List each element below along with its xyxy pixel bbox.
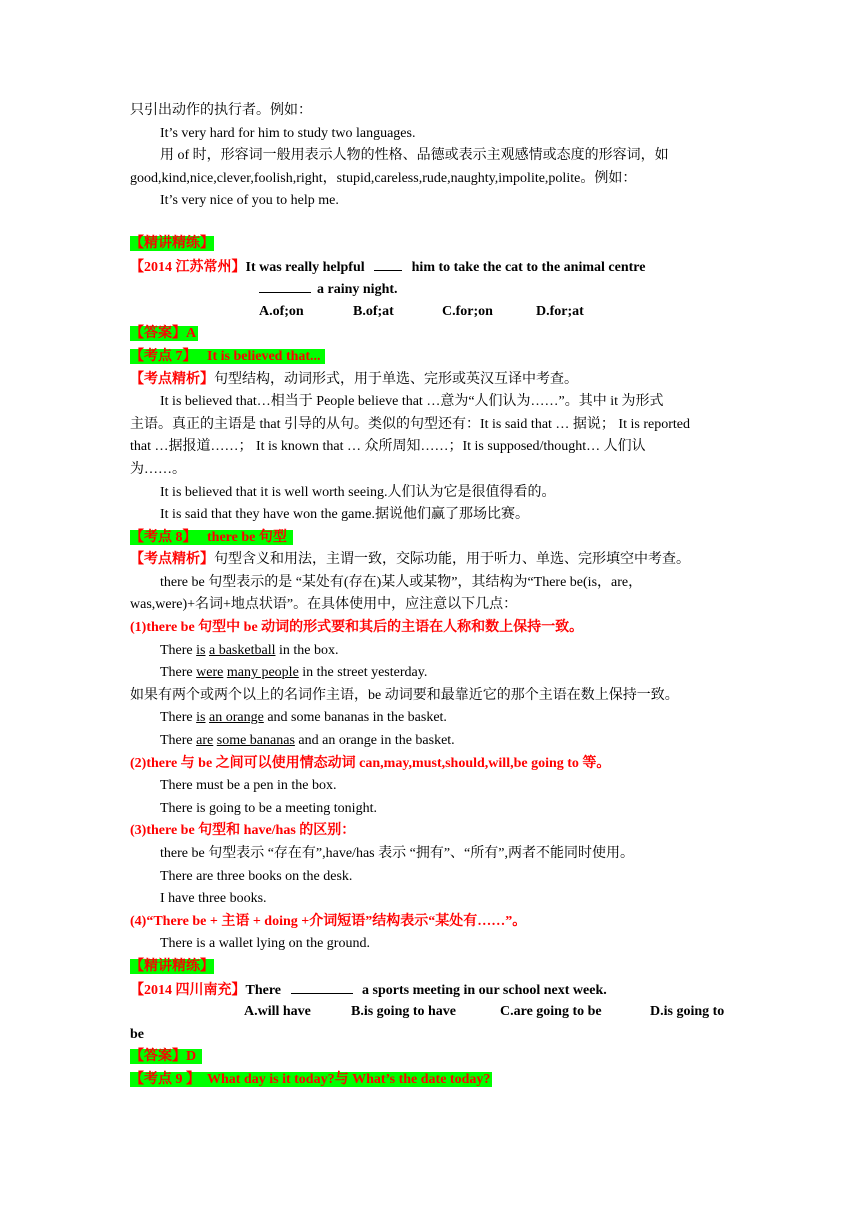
- keypoint-7-p1: It is believed that…相当于 People believe that …意为“人们认为……”。其中 it 为形式: [160, 394, 664, 410]
- keypoint-7-p2: 主语。真正的主语是 that 引导的从句。类似的句型还有：It is said that … 据说； It is reported: [130, 416, 690, 432]
- answer-label: 【答案】A: [130, 326, 197, 342]
- keypoint-8-p1: there be 句型表示的是 “某处有(存在)某人或某物”，其结构为“There be(is，are，: [160, 574, 643, 590]
- exercise-2-options: [130, 1001, 730, 1024]
- analysis-label: 【考点精析】: [130, 371, 214, 387]
- answer-blank-2: [259, 278, 311, 293]
- option-a: A.of;on: [259, 303, 304, 319]
- answer-blank-1: [374, 256, 402, 271]
- intro-line-1: 只引出动作的执行者。例如：: [130, 103, 312, 118]
- question-text-a: There: [245, 982, 282, 998]
- example-sentence: There were many people in the street yesterday.: [160, 665, 428, 681]
- keypoint-tag: 【考点 8】 there be 句型: [130, 530, 293, 545]
- document-page: [130, 100, 730, 1092]
- exercise-2-answer: [130, 1046, 730, 1069]
- exercise-tag: 【精讲精练】: [130, 958, 214, 974]
- option-b: B.of;at: [353, 303, 394, 319]
- keypoint-8-header: [130, 527, 730, 550]
- analysis-text: 句型结构，动词形式，用于单选、完形或英汉互译中考查。: [214, 371, 578, 387]
- example-sentence: There are three books on the desk.: [160, 868, 353, 884]
- keypoint-7-p4: 为……。: [130, 461, 186, 477]
- keypoint-7-example-1: It is believed that it is well worth seeing.人们认为它是很值得看的。: [160, 484, 556, 500]
- keypoint-8-analysis: [130, 549, 730, 572]
- option-a: A.will have: [244, 1004, 311, 1020]
- keypoint-7-example-2: It is said that they have won the game.据说他们赢了那场比赛。: [160, 507, 529, 523]
- exercise-1-answer: [130, 323, 730, 346]
- example-sentence: There is an orange and some bananas in the basket.: [160, 710, 447, 726]
- option-d: D.for;at: [536, 303, 584, 319]
- rule-2: (2)there 与 be 之间可以使用情态动词 can,may,must,should,will,be going to 等。: [130, 755, 611, 771]
- question-text-c: a rainy night.: [317, 282, 398, 298]
- exercise-1-header: [130, 233, 730, 256]
- option-d: D.is going to: [650, 1004, 725, 1020]
- keypoint-9-header: [130, 1069, 730, 1092]
- rule-1: (1)there be 句型中 be 动词的形式要和其后的主语在人称和数上保持一致。: [130, 620, 584, 636]
- exercise-1-options: [130, 301, 730, 324]
- intro-line-4: good,kind,nice,clever,foolish,right，stupid,careless,rude,naughty,impolite,polite。例如：: [130, 170, 637, 186]
- intro-example-1: It’s very hard for him to study two languages.: [160, 125, 416, 141]
- example-sentence: there be 句型表示 “存在有”,have/has 表示 “拥有”、“所有”,两者不能同时使用。: [160, 846, 634, 861]
- answer-label: 【答案】D: [130, 1049, 202, 1064]
- keypoint-7-analysis: [130, 369, 730, 392]
- option-b: B.is going to have: [351, 1004, 457, 1020]
- exercise-2-options-wrap: be: [130, 1026, 144, 1042]
- exercise-1-question: [130, 256, 730, 279]
- example-sentence: I have three books.: [160, 891, 267, 907]
- question-text-a: It was really helpful: [245, 259, 365, 275]
- intro-example-2: It’s very nice of you to help me.: [160, 193, 339, 209]
- example-sentence: There must be a pen in the box.: [160, 778, 337, 794]
- exercise-source: 【2014 四川南充】: [130, 982, 246, 998]
- example-sentence: There is a basketball in the box.: [160, 642, 339, 658]
- exercise-1-question-cont: [130, 278, 730, 301]
- keypoint-7-p3: that …据报道……； It is known that … 众所周知……；It is supposed/thought… 人们认: [130, 439, 646, 455]
- intro-line-3: 用 of 时，形容词一般用表示人物的性格、品德或表示主观感情或态度的形容词，如: [160, 148, 669, 164]
- example-sentence: There is a wallet lying on the ground.: [160, 936, 370, 952]
- question-text-b: a sports meeting in our school next week.: [362, 982, 607, 998]
- exercise-2-header: [130, 956, 730, 979]
- analysis-label: 【考点精析】: [130, 552, 214, 568]
- option-c: C.for;on: [442, 303, 493, 319]
- analysis-text: 句型含义和用法，主谓一致，交际功能，用于听力、单选、完形填空中考查。: [214, 552, 690, 568]
- exercise-source: 【2014 江苏常州】: [130, 259, 246, 275]
- rule-3: (3)there be 句型和 have/has 的区别：: [130, 823, 356, 839]
- exercise-2-question: [130, 979, 730, 1002]
- keypoint-7-header: [130, 346, 730, 369]
- note-line: 如果有两个或两个以上的名词作主语，be 动词要和最靠近它的那个主语在数上保持一致。: [130, 687, 679, 703]
- keypoint-tag: 【考点 9 】 What day is it today?与 What’s the date today?: [130, 1071, 491, 1087]
- rule-4: (4)“There be + 主语 + doing +介词短语”结构表示“某处有……”。: [130, 913, 527, 929]
- keypoint-tag: 【考点 7】 It is believed that...: [130, 349, 325, 364]
- option-c: C.are going to be: [500, 1004, 602, 1020]
- example-sentence: There are some bananas and an orange in the basket.: [160, 733, 455, 749]
- answer-blank: [291, 979, 353, 994]
- question-text-b: him to take the cat to the animal centre: [411, 259, 646, 275]
- exercise-tag: 【精讲精练】: [130, 235, 214, 251]
- example-sentence: There is going to be a meeting tonight.: [160, 800, 377, 816]
- keypoint-8-p2: was,were)+名词+地点状语”。在具体使用中，应注意以下几点：: [130, 597, 518, 613]
